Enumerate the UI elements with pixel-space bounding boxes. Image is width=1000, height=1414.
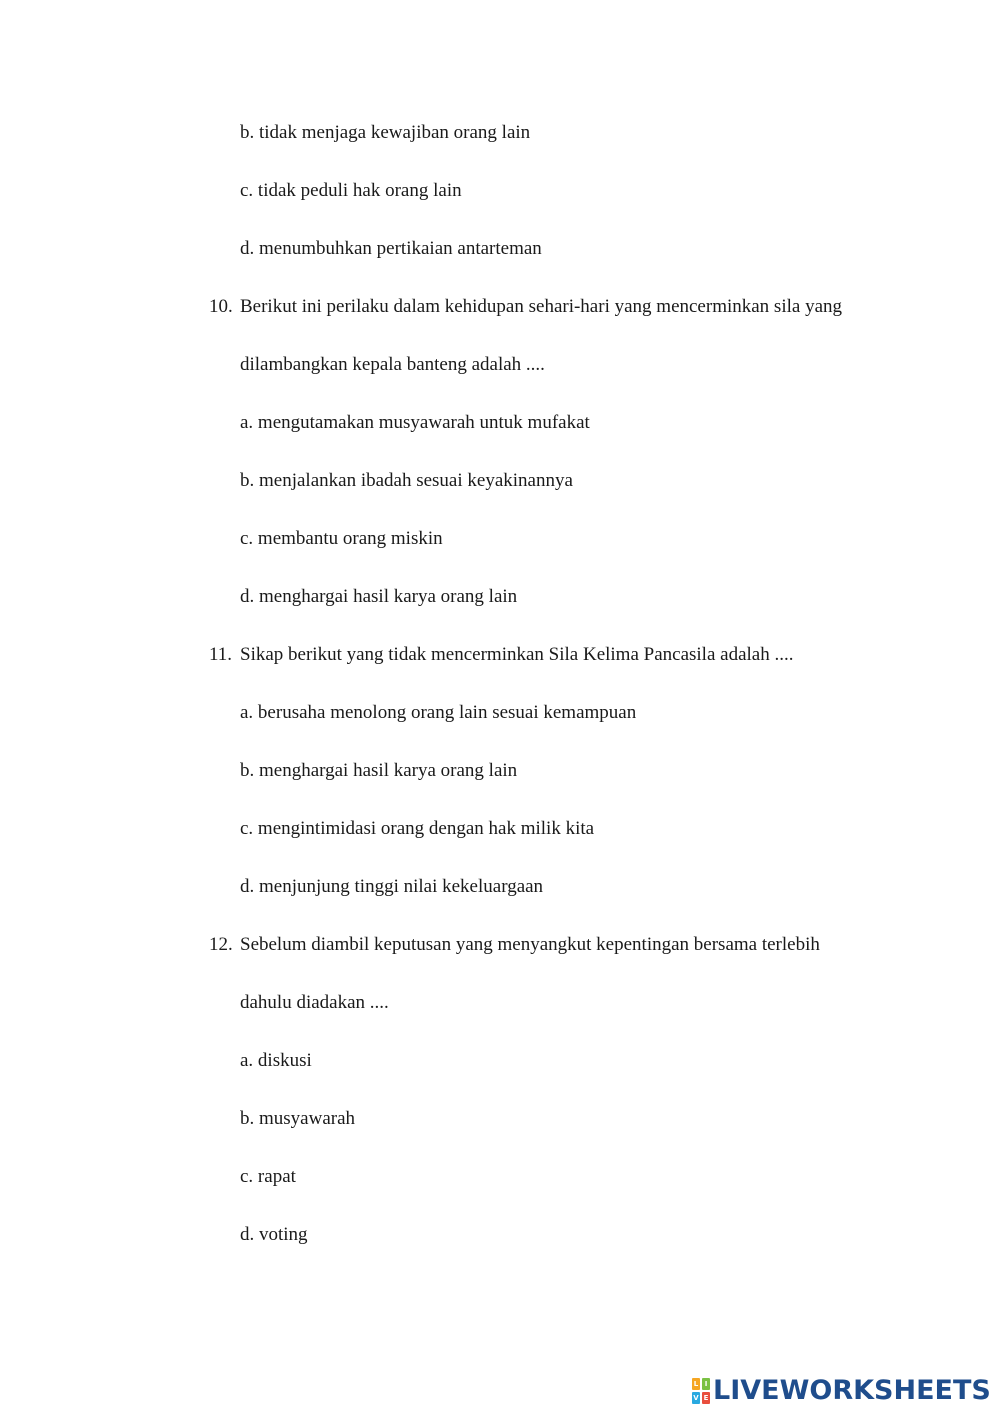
logo-tile-i: I [702,1378,710,1390]
q11-number: 11. [209,644,233,665]
q12-option-a: a. diskusi [240,1050,312,1071]
q11-option-c: c. mengintimidasi orang dengan hak milik kita [240,818,595,839]
q10-option-d: d. menghargai hasil karya orang lain [240,586,518,607]
q12-option-c: c. rapat [240,1166,296,1187]
q12-option-b: b. musyawarah [240,1108,356,1129]
q11-text: Sikap berikut yang tidak mencerminkan Sila Kelima Pancasila adalah .... [240,644,794,665]
liveworksheets-branding[interactable] [692,1374,991,1408]
q12-text: Sebelum diambil keputusan yang menyangkut kepentingan bersama terlebih [240,934,820,955]
q11-option-b: b. menghargai hasil karya orang lain [240,760,518,781]
logo-tile-e: E [703,1394,709,1402]
liveworksheets-wordmark: LIVEWORKSHEETS [713,1375,991,1406]
liveworksheets-logo-icon [692,1378,710,1404]
q12-option-d: d. voting [240,1224,308,1245]
q9-option-c: c. tidak peduli hak orang lain [240,180,462,201]
q11-option-d: d. menjunjung tinggi nilai kekeluargaan [240,876,544,897]
q12-number: 12. [209,934,233,955]
q10-text-continued: dilambangkan kepala banteng adalah .... [240,354,545,375]
q10-option-b: b. menjalankan ibadah sesuai keyakinannya [240,470,573,491]
q12-text-continued: dahulu diadakan .... [240,992,389,1013]
q9-option-b: b. tidak menjaga kewajiban orang lain [240,122,531,143]
q11-option-a: a. berusaha menolong orang lain sesuai kemampuan [240,702,637,723]
logo-tile-v: V [693,1394,699,1402]
q10-option-c: c. membantu orang miskin [240,528,443,549]
q10-option-a: a. mengutamakan musyawarah untuk mufakat [240,412,590,433]
logo-tile-l: L [693,1380,699,1388]
q10-text: Berikut ini perilaku dalam kehidupan sehari-hari yang mencerminkan sila yang [240,296,842,317]
q9-option-d: d. menumbuhkan pertikaian antarteman [240,238,542,259]
q10-number: 10. [209,296,233,317]
